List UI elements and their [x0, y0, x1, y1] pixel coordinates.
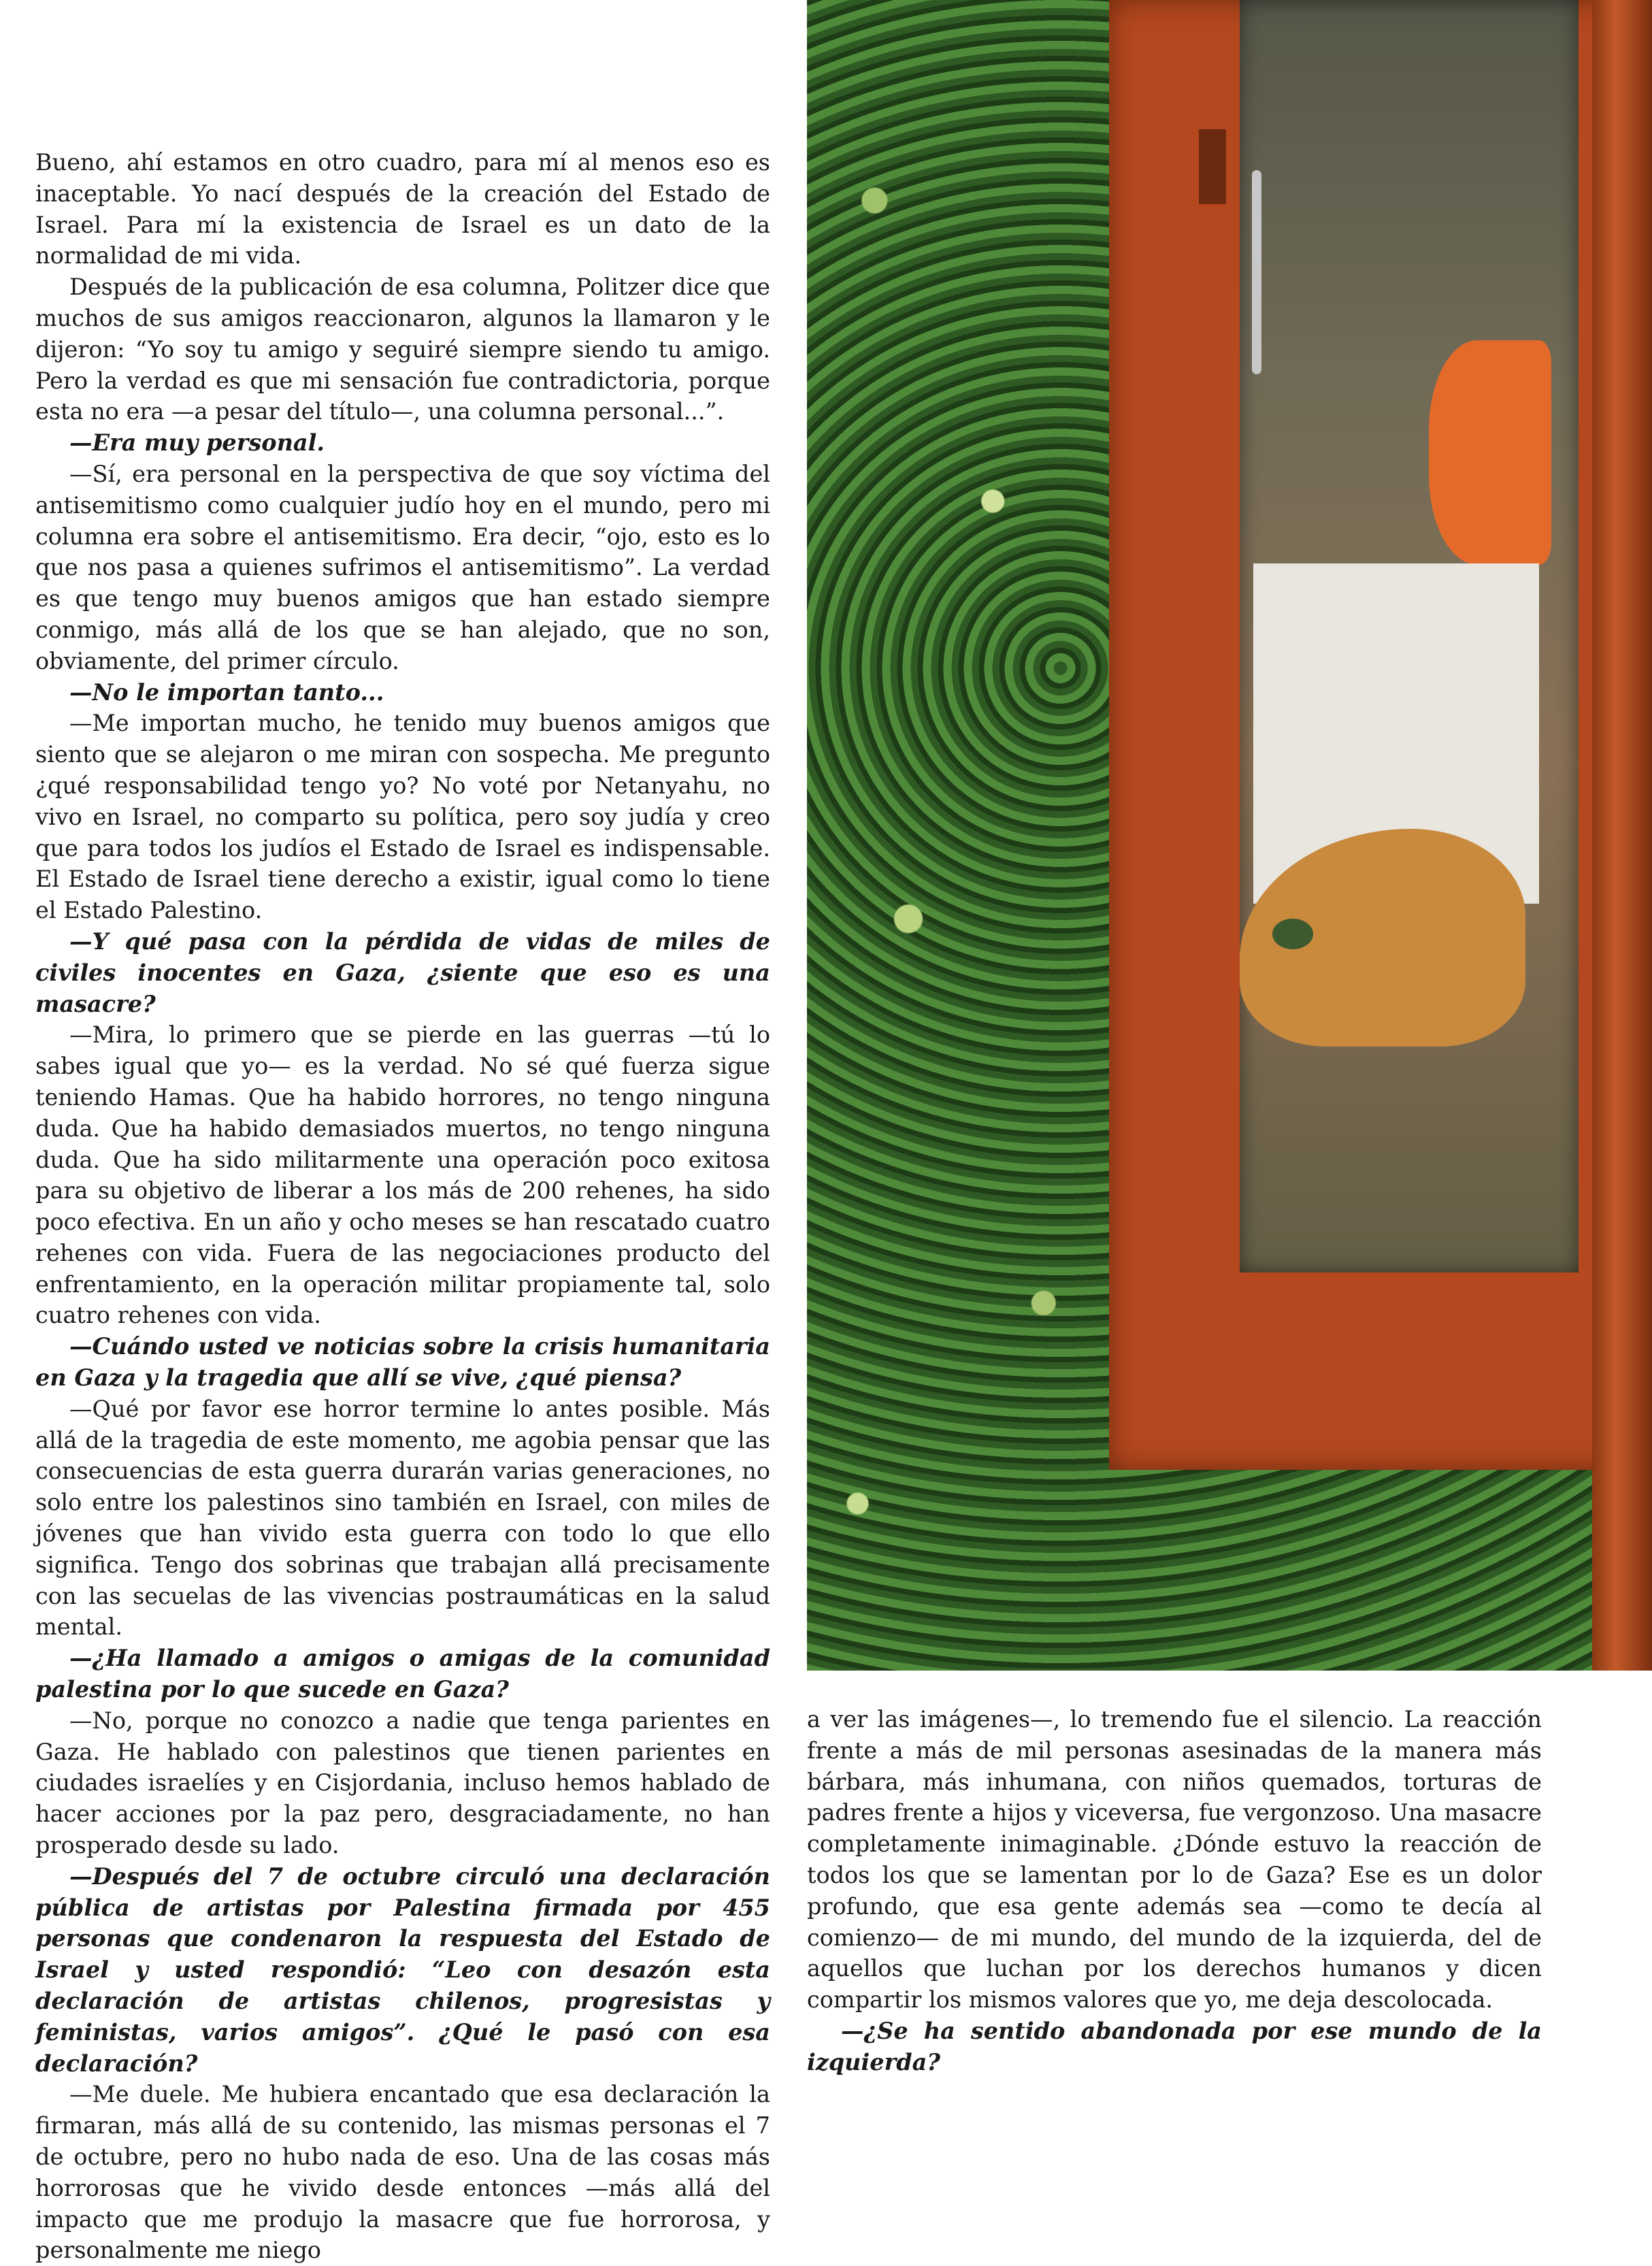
answer-paragraph: —No, porque no conozco a nadie que tenga parientes en Gaza. He hablado con palestinos que tienen parientes en ciudades israelíes y en Cisjordania, incluso hemos hablado de hacer acciones por la paz pero, desgraciadamente, no han prosperado desde su lado.	[35, 1707, 770, 1859]
orange-cloth-reflection	[1429, 340, 1551, 565]
interview-question: —Y qué pasa con la pérdida de vidas de miles de civiles inocentes en Gaza, ¿siente que eso es una masacre?	[35, 927, 770, 1017]
answer-paragraph: —Me duele. Me hubiera encantado que esa declaración la firmaran, más allá de su contenido, las mismas personas el 7 de octubre, pero no hubo nada de eso. Una de las cosas más horrorosas que he vivido desde entonces —más allá del impacto que me produjo la masacre que fue horrorosa, y personalmente me niego	[35, 2081, 770, 2264]
interview-question: —No le importan tanto...	[69, 678, 384, 706]
answer-paragraph: Bueno, ahí estamos en otro cuadro, para mí al menos eso es inaceptable. Yo nací después de la creación del Estado de Israel. Para mí la existencia de Israel es un dato de la normalidad de mi vida.	[35, 149, 770, 269]
interview-question: —Era muy personal.	[69, 429, 325, 457]
interview-question: —¿Ha llamado a amigos o amigas de la comunidad palestina por lo que sucede en Gaza?	[35, 1645, 770, 1703]
palette-thumb-hole	[1272, 919, 1313, 949]
interview-question: —Cuándo usted ve noticias sobre la crisis humanitaria en Gaza y la tragedia que allí se vive, ¿qué piensa?	[35, 1333, 770, 1392]
window-handle	[1252, 170, 1261, 374]
answer-paragraph: —Mira, lo primero que se pierde en las guerras —tú lo sabes igual que yo— es la verdad. No sé qué fuerza sigue teniendo Hamas. Que ha habido horrores, no tengo ninguna duda. Que ha habido demasiados muertos, no tengo ninguna duda. Que ha sido militarmente una operación poco exitosa para su objetivo de liberar a los más de 200 rehenes, ha sido poco efectiva. En un año y ocho meses se han rescatado cuatro rehenes con vida. Fuera de las negociaciones producto del enfrentamiento, en la operación militar propiamente tal, solo cuatro rehenes con vida.	[35, 1021, 770, 1329]
window-hinge	[1199, 129, 1226, 204]
answer-paragraph: —Qué por favor ese horror termine lo antes posible. Más allá de la tragedia de este momento, me agobia pensar que las consecuencias de esta guerra durarán varias generaciones, no solo entre los palestinos sino también en Israel, con miles de jóvenes que han vivido esta guerra con todo lo que ello significa. Tengo dos sobrinas que trabajan allá precisamente con las secuelas de las vivencias postraumáticas en la salud mental.	[35, 1395, 770, 1641]
article-column-left	[35, 147, 770, 2266]
answer-paragraph: a ver las imágenes—, lo tremendo fue el silencio. La reacción frente a más de mil personas asesinadas de la manera más bárbara, más inhumana, con niños quemados, torturas de padres frente a hijos y viceversa, fue vergonzoso. Una masacre completamente inimaginable. ¿Dónde estuvo la reacción de todos los que se lamentan por lo de Gaza? Ese es un dolor profundo, que esa gente además sea —como te decía al comienzo— de mi mundo, del mundo de la izquierda, del de aquellos que luchan por los derechos humanos y dicen compartir los mismos valores que yo, me deja descolocada.	[807, 1706, 1542, 2014]
article-column-right	[807, 1704, 1542, 2078]
window-frame-side	[1592, 0, 1652, 1671]
answer-paragraph: —Sí, era personal en la perspectiva de que soy víctima del antisemitismo como cualquier judío hoy en el mundo, pero mi columna era sobre el antisemitismo. Era decir, “ojo, esto es lo que nos pasa a quienes sufrimos el antisemitismo”. La verdad es que tengo muy buenos amigos que han estado siempre conmigo, más allá de los que se han alejado, que no son, obviamente, del primer círculo.	[35, 460, 770, 674]
answer-paragraph: Después de la publicación de esa columna, Politzer dice que muchos de sus amigos reaccionaron, algunos la llamaron y le dijeron: “Yo soy tu amigo y seguiré siempre siendo tu amigo. Pero la verdad es que mi sensación fue contradictoria, porque esta no era —a pesar del título—, una columna personal...”.	[35, 274, 770, 425]
answer-paragraph: —Me importan mucho, he tenido muy buenos amigos que siento que se alejaron o me miran con sospecha. Me pregunto ¿qué responsabilidad tengo yo? No voté por Netanyahu, no vivo en Israel, no comparto su política, pero soy judía y creo que para todos los judíos el Estado de Israel es indispensable. El Estado de Israel tiene derecho a existir, igual como lo tiene el Estado Palestino.	[35, 710, 770, 924]
interview-question: —¿Se ha sentido abandonada por ese mundo de la izquierda?	[807, 2017, 1542, 2075]
interview-question: —Después del 7 de octubre circuló una declaración pública de artistas por Palestina firmada por 455 personas que condenaron la respuesta del Estado de Israel y usted respondió: “Leo con desazón esta declaración de artistas chilenos, progresistas y feministas, varios amigos”. ¿Qué le pasó con esa declaración?	[35, 1862, 770, 2077]
